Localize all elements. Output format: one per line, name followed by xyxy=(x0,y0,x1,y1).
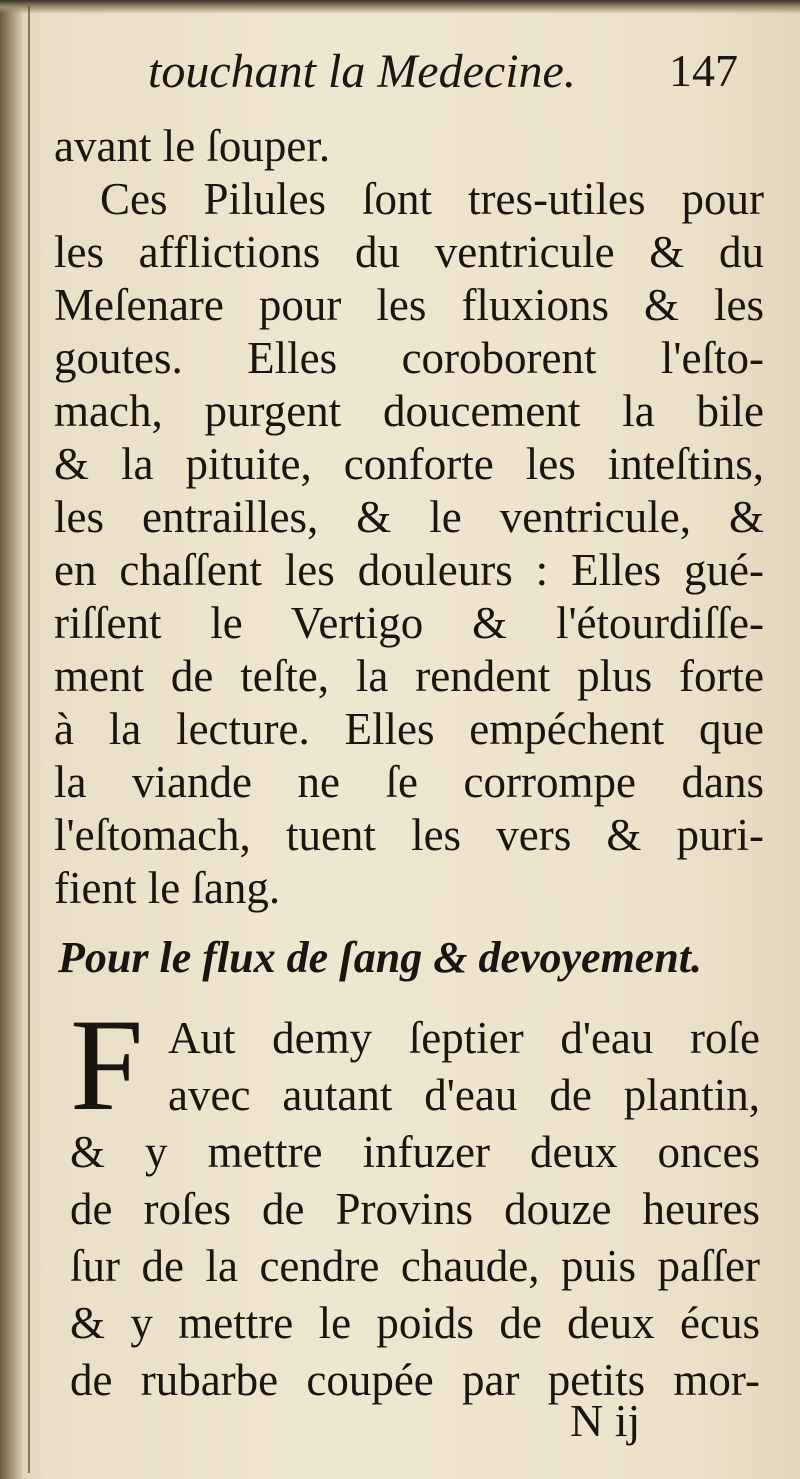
section-line: avec autant d'eau de plantin, xyxy=(168,1070,760,1120)
section-line: de rubarbe coupée par petits mor- xyxy=(70,1355,760,1405)
body-line: ment de teſte, la rendent plus forte xyxy=(54,651,764,701)
binding-line xyxy=(28,6,30,1473)
page-gutter xyxy=(0,0,22,1479)
body-line: Ces Pilules ſont tres-utiles pour xyxy=(100,174,764,224)
body-line: les entrailles, & le ventricule, & xyxy=(54,492,764,542)
body-line: riſſent le Vertigo & l'étourdiſſe- xyxy=(54,598,764,648)
section-title: Pour le flux de ſang & devoyement. xyxy=(58,933,703,982)
body-line: les afflictions du ventricule & du xyxy=(54,227,764,277)
page-number: 147 xyxy=(669,45,738,96)
section-line: de roſes de Provins douze heures xyxy=(70,1184,760,1234)
section-line: & y mettre le poids de deux écus xyxy=(70,1298,760,1348)
section-line: Aut demy ſeptier d'eau roſe xyxy=(168,1013,760,1063)
body-line: mach, purgent doucement la bile xyxy=(54,386,764,436)
body-line: Meſenare pour les fluxions & les xyxy=(54,280,764,330)
page-top-edge xyxy=(0,0,800,14)
body-line: l'eſtomach, tuent les vers & puri- xyxy=(54,810,764,860)
body-line: avant le ſouper. xyxy=(54,121,331,171)
body-line: en chaſſent les douleurs : Elles gué- xyxy=(54,545,764,595)
running-head xyxy=(148,44,738,104)
section-line: ſur de la cendre chaude, puis paſſer xyxy=(70,1241,760,1291)
running-head-title: touchant la Medecine. xyxy=(148,45,576,98)
section-line: & y mettre infuzer deux onces xyxy=(70,1127,760,1177)
body-line: & la pituite, conforte les inteſtins, xyxy=(54,439,764,489)
signature-mark: N ij xyxy=(570,1395,641,1446)
body-line: goutes. Elles coroborent l'eſto- xyxy=(54,333,764,383)
body-line: à la lecture. Elles empéchent que xyxy=(54,704,764,754)
body-line: la viande ne ſe corrompe dans xyxy=(54,757,764,807)
body-line: fient le ſang. xyxy=(54,863,281,913)
drop-cap: F xyxy=(70,991,144,1138)
